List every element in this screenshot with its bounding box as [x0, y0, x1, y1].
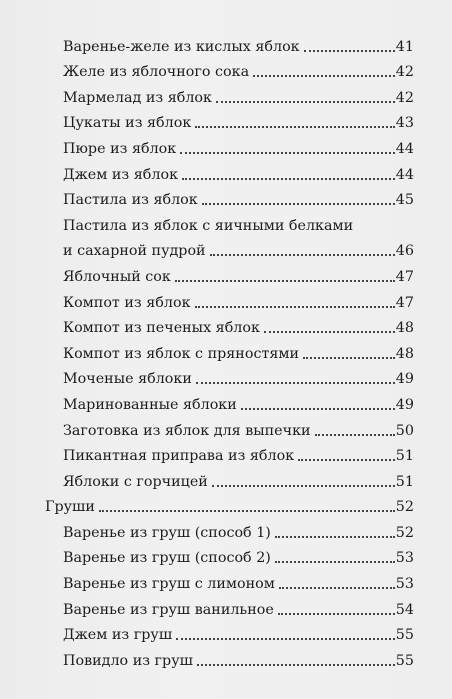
toc-page-number: 53 [395, 550, 414, 567]
dot-leader [99, 510, 395, 512]
toc-entry-title: Груши [45, 499, 95, 516]
toc-entry [0, 312, 452, 338]
toc-entry [0, 286, 452, 312]
toc-entry-title: Варенье из груш (способ 2) [63, 550, 271, 567]
toc-entry [0, 593, 452, 619]
toc-entry [0, 81, 452, 107]
toc-page-number: 53 [395, 576, 414, 593]
toc-entry [0, 158, 452, 184]
toc-section-entry [0, 491, 452, 517]
dot-leader [210, 254, 395, 256]
toc-entry [0, 184, 452, 210]
toc-page-number: 45 [395, 192, 414, 209]
toc-entry [0, 209, 452, 235]
toc-entry [0, 337, 452, 363]
toc-entry-title: Пастила из яблок [63, 192, 198, 209]
dot-leader [212, 485, 395, 487]
toc-page-number: 43 [395, 115, 414, 132]
toc-entry-title: Моченые яблоки [63, 371, 192, 388]
toc-entry-title: и сахарной пудрой [63, 243, 206, 260]
toc-entry [0, 542, 452, 568]
dot-leader [278, 613, 395, 615]
toc-entry-title: Варенье из груш (способ 1) [63, 524, 271, 541]
toc-page-number: 54 [395, 601, 414, 618]
toc-page-number: 48 [395, 345, 414, 362]
toc-entry [0, 56, 452, 82]
toc-page-number: 55 [395, 627, 414, 644]
dot-leader [275, 536, 395, 538]
dot-leader [264, 331, 395, 333]
toc-entry-title: Пастила из яблок с яичными белками [63, 217, 354, 234]
toc-entry [0, 107, 452, 133]
toc-page-number: 46 [395, 243, 414, 260]
dot-leader [195, 126, 395, 128]
toc-entry-title: Цукаты из яблок [63, 115, 192, 132]
toc-entry-title: Варенье из груш ванильное [63, 601, 274, 618]
toc-entry [0, 567, 452, 593]
dot-leader [303, 357, 395, 359]
dot-leader [180, 152, 395, 154]
table-of-contents [0, 30, 452, 670]
toc-entry [0, 516, 452, 542]
dot-leader [175, 280, 395, 282]
toc-page-number: 42 [395, 64, 414, 81]
toc-entry-title: Компот из яблок [63, 294, 191, 311]
toc-entry-title: Джем из яблок [63, 166, 179, 183]
toc-page-number: 52 [395, 499, 414, 516]
toc-entry-title: Мармелад из яблок [63, 89, 212, 106]
toc-page-number: 51 [395, 448, 414, 465]
toc-page-number: 49 [395, 371, 414, 388]
toc-entry [0, 440, 452, 466]
toc-entry [0, 260, 452, 286]
dot-leader [202, 203, 395, 205]
toc-entry-title: Варенье из груш с лимоном [63, 576, 275, 593]
toc-page-number: 41 [395, 38, 414, 55]
toc-page-number: 47 [395, 268, 414, 285]
dot-leader [253, 75, 395, 77]
dot-leader [275, 561, 395, 563]
toc-entry [0, 619, 452, 645]
toc-entry [0, 132, 452, 158]
toc-entry [0, 465, 452, 491]
dot-leader [196, 382, 395, 384]
toc-entry-title: Компот из печеных яблок [63, 320, 260, 337]
dot-leader [176, 638, 395, 640]
toc-page-number: 44 [395, 166, 414, 183]
toc-entry [0, 235, 452, 261]
toc-entry-title: Желе из яблочного сока [63, 64, 250, 81]
toc-entry-title: Яблоки с горчицей [63, 473, 208, 490]
toc-entry-title: Пюре из яблок [63, 140, 177, 157]
toc-entry [0, 30, 452, 56]
toc-entry [0, 388, 452, 414]
dot-leader [298, 459, 395, 461]
toc-page-number: 48 [395, 320, 414, 337]
toc-entry-title: Повидло из груш [63, 652, 193, 669]
dot-leader [216, 101, 395, 103]
toc-entry-title: Маринованные яблоки [63, 396, 237, 413]
toc-entry [0, 414, 452, 440]
toc-entry-title: Заготовка из яблок для выпечки [63, 422, 311, 439]
dot-leader [197, 664, 395, 666]
toc-entry [0, 644, 452, 670]
toc-page-number: 52 [395, 524, 414, 541]
toc-entry-title: Яблочный сок [63, 268, 171, 285]
toc-entry [0, 363, 452, 389]
toc-page-number: 47 [395, 294, 414, 311]
toc-page-number: 51 [395, 473, 414, 490]
toc-page-number: 50 [395, 422, 414, 439]
toc-page-number: 42 [395, 89, 414, 106]
toc-entry-title: Варенье-желе из кислых яблок [63, 38, 300, 55]
toc-entry-title: Пикантная приправа из яблок [63, 448, 295, 465]
toc-page-number: 49 [395, 396, 414, 413]
dot-leader [315, 434, 395, 436]
dot-leader [279, 587, 395, 589]
toc-page-number: 55 [395, 652, 414, 669]
dot-leader [195, 306, 395, 308]
toc-page-number: 44 [395, 140, 414, 157]
dot-leader [304, 50, 395, 52]
toc-entry-title: Джем из груш [63, 627, 173, 644]
dot-leader [241, 408, 395, 410]
toc-entry-title: Компот из яблок с пряностями [63, 345, 300, 362]
dot-leader [182, 178, 395, 180]
